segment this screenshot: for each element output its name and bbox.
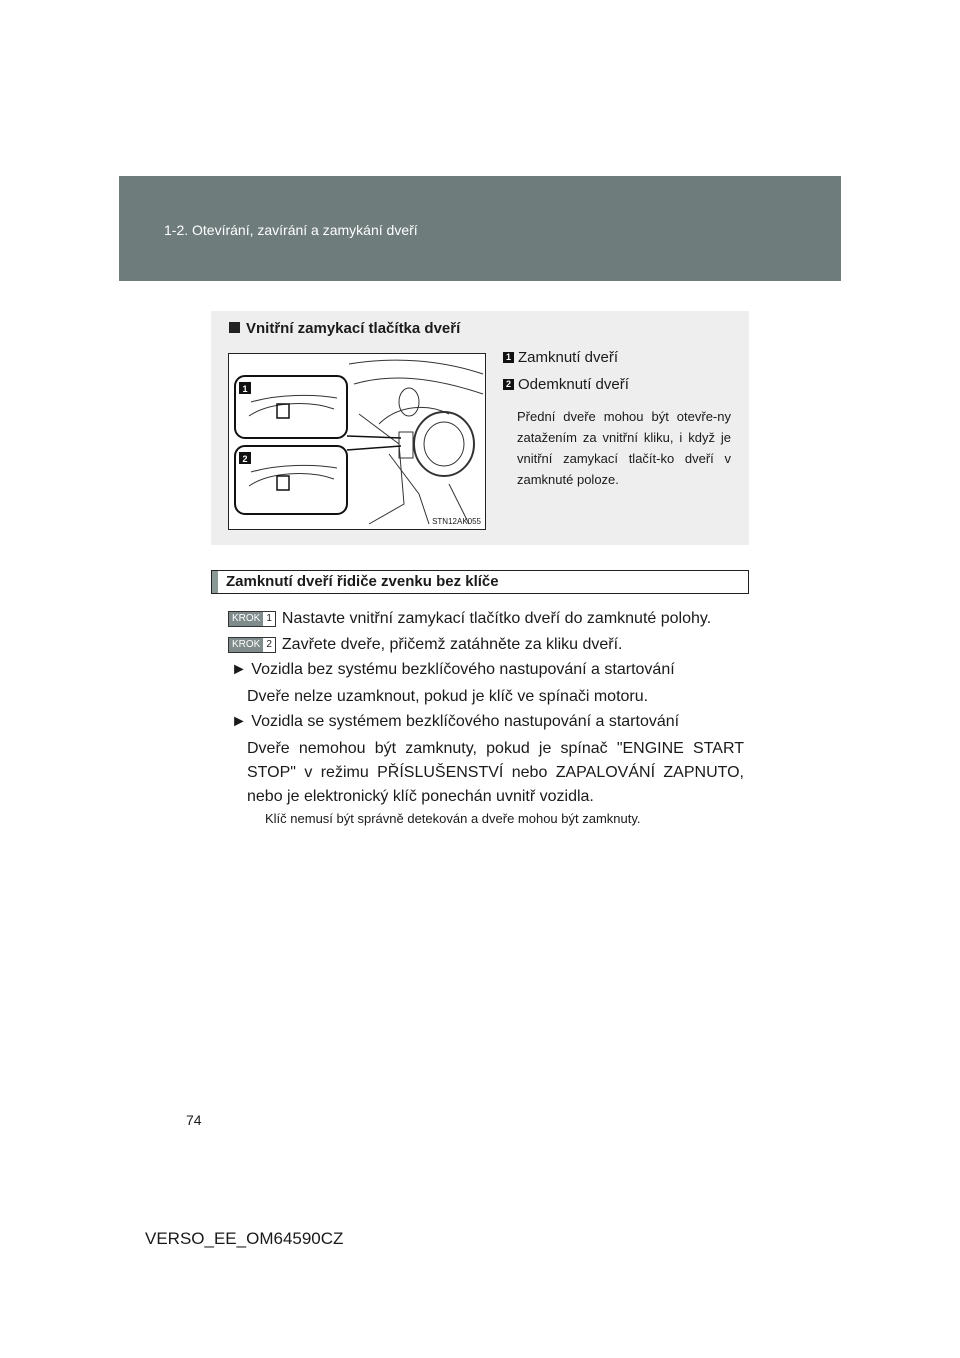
step-text: Zavřete dveře, přičemž zatáhněte za kliku dveří.: [281, 636, 623, 653]
step-1: [228, 610, 711, 628]
legend-number: 1: [503, 352, 514, 363]
legend-item-unlock: [503, 376, 629, 393]
step-badge: KROK 1: [228, 611, 276, 627]
page-number: 74: [186, 1112, 202, 1128]
page-header: [119, 176, 841, 281]
section-breadcrumb: 1-2. Otevírání, zavírání a zamykání dveří: [164, 222, 418, 238]
legend-item-lock: [503, 349, 618, 366]
section-title: Zamknutí dveří řidiče zvenku bez klíče: [226, 573, 499, 590]
callout-number-1: 1: [242, 384, 248, 394]
info-box-note: Přední dveře mohou být otevře-ny zatažením za vnitřní kliku, i když je vnitřní zamykací tlačít-ko dveří v zamknuté poloze.: [517, 409, 731, 487]
bullet-no-smart-key: [231, 661, 675, 679]
section-heading-bar: [211, 570, 749, 594]
legend-label: Zamknutí dveří: [518, 349, 619, 366]
square-bullet-icon: [229, 322, 240, 333]
bullet-body: Dveře nemohou být zamknuty, pokud je spínač "ENGINE START STOP" v režimu PŘÍSLUŠENSTVÍ nebo ZAPALOVÁNÍ ZAPNUTO, nebo je elektronický klíč ponechán uvnitř vozidla.: [247, 740, 744, 805]
door-lock-illustration: [228, 353, 486, 530]
triangle-bullet-icon: ►: [231, 713, 247, 730]
bullet-smart-key: [231, 713, 679, 731]
step-text: Nastavte vnitřní zamykací tlačítko dveří do zamknuté polohy.: [281, 610, 712, 627]
legend-label: Odemknutí dveří: [518, 376, 629, 393]
bullet-heading: Vozidla se systémem bezklíčového nastupování a startování: [251, 713, 680, 730]
figure-code: STN12AK055: [432, 517, 481, 526]
legend-number: 2: [503, 379, 514, 390]
info-box: [211, 311, 749, 545]
section-accent: [212, 571, 218, 593]
detection-note: Klíč nemusí být správně detekován a dveře mohou být zamknuty.: [265, 811, 641, 826]
bullet-body: Dveře nelze uzamknout, pokud je klíč ve spínači motoru.: [247, 688, 649, 705]
document-code: VERSO_EE_OM64590CZ: [145, 1229, 344, 1248]
step-2: [228, 636, 623, 654]
info-box-heading: Vnitřní zamykací tlačítka dveří: [229, 320, 460, 337]
step-badge: KROK 2: [228, 637, 276, 653]
bullet-heading: Vozidla bez systému bezklíčového nastupování a startování: [251, 661, 675, 678]
triangle-bullet-icon: ►: [231, 661, 247, 678]
callout-number-2: 2: [242, 454, 248, 464]
door-interior-drawing: [229, 354, 485, 529]
